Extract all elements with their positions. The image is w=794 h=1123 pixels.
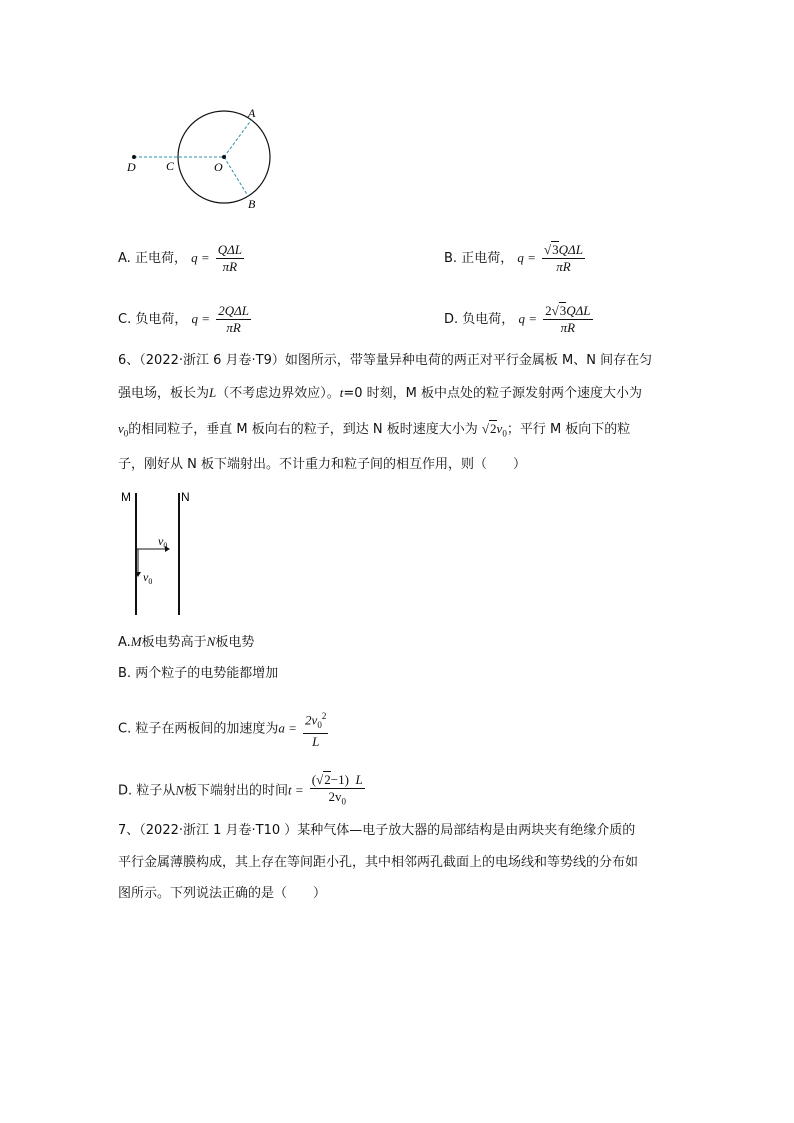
label-N: N (181, 490, 190, 504)
label-O: O (214, 160, 223, 174)
q6-option-b[interactable]: B. 两个粒子的电势能都增加 (118, 666, 279, 681)
label-D: D (127, 160, 136, 174)
q6-line-4: 子，刚好从 N 板下端射出。不计重力和粒子间的相互作用，则（ ） (118, 457, 526, 472)
label-C: C (166, 159, 175, 173)
fraction: $\frac{\text{2√3QΔL}}{\pi R}$ (545, 303, 591, 335)
label-B: B (248, 197, 256, 211)
q6-line-1: 6、（2022·浙江 6 月卷·T9）如图所示，带等量异种电荷的两正对平行金属板 M、N 间存在匀 (118, 353, 653, 368)
label-v0-down: $v_0$ (143, 570, 153, 586)
q6-option-a[interactable]: A.M板电势高于N板电势 (118, 634, 255, 650)
dashed-line-OA (224, 119, 252, 157)
fraction: $\frac{2v_0^2}{L}$ (303, 708, 328, 750)
q5-option-a[interactable]: A. 正电荷， q = $\frac{\text{QΔL}}{\pi R}$ (118, 242, 243, 274)
q7-line-3: 图所示。下列说法正确的是（ ） (118, 886, 327, 901)
q7-line-2: 平行金属薄膜构成，其上存在等间距小孔，其中相邻两孔截面上的电场线和等势线的分布如 (118, 855, 639, 870)
q6-option-d[interactable]: D. 粒子从N板下端射出的时间t = $\frac{(√2-1) L}{2v_0}$ (118, 772, 367, 810)
circle-figure (118, 100, 288, 212)
q7-line-1: 7、（2022·浙江 1 月卷·T10 ）某种气体—电子放大器的局部结构是由两块夹有绝缘介质的 (118, 823, 636, 838)
point-D (132, 155, 136, 159)
q6-option-c[interactable]: C. 粒子在两板间的加速度为a = $\frac{2v_0^2}{L}$ (118, 708, 330, 750)
fraction: $\frac{\text{2QΔL}}{\pi R}$ (218, 303, 249, 335)
fraction: $\frac{(√2-1) L}{2v_0}$ (311, 772, 363, 807)
fraction: $\frac{\text{√3QΔL}}{\pi R}$ (544, 242, 583, 274)
q5-option-b[interactable]: B. 正电荷， q = $\frac{\text{√3QΔL}}{\pi R}$ (444, 242, 583, 274)
label-v0-right: $v_0$ (158, 534, 168, 550)
fraction: $\frac{\text{QΔL}}{\pi R}$ (217, 242, 243, 274)
point-O (222, 155, 226, 159)
q6-line-3: $v_0$的相同粒子，垂直 M 板向右的粒子，到达 N 板时速度大小为 $√2v_0$；平行 M 板向下的粒 (118, 421, 631, 439)
label-M: M (121, 490, 131, 504)
dashed-line-OB (224, 157, 248, 196)
q6-line-2: 强电场，板长为L（不考虑边界效应）。t=0 时刻，M 板中点处的粒子源发射两个速度大小为 (118, 385, 643, 401)
q5-option-d[interactable]: D. 负电荷， q = $\frac{\text{2√3QΔL}}{\pi R}$ (444, 303, 591, 335)
plates-figure (118, 488, 198, 618)
q5-option-c[interactable]: C. 负电荷， q = $\frac{\text{2QΔL}}{\pi R}$ (118, 303, 249, 335)
label-A: A (248, 106, 256, 120)
